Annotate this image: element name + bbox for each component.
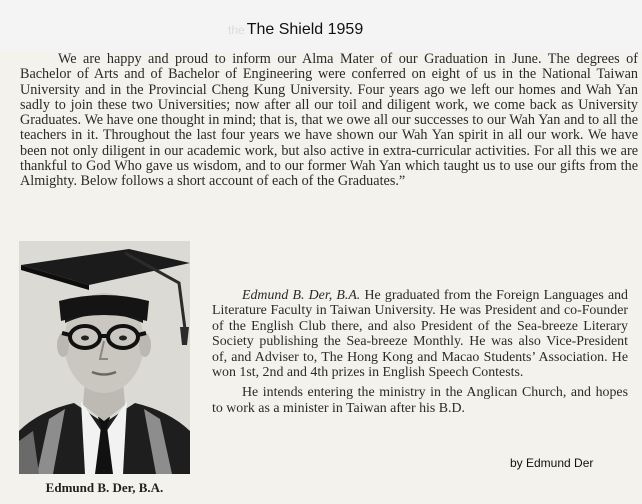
bio-text: He graduated from the Foreign Languages and Literature Faculty in Taiwan University. He was President and co-Founder of the English Club there, and also President of the Sea-breeze Literary Society publishing the Sea-breeze Monthly. He was also Vice-President of, and Adviser to, The Hong Kong and Macao Students’ Association. He won 1st, 2nd and 4th prizes in English Speech Contests. [212,288,628,381]
portrait-illustration [19,241,190,474]
bio-paragraph [212,288,628,380]
byline: by Edmund Der [510,456,594,470]
title-prefix: the [228,23,245,37]
graduate-photo [19,241,190,474]
title-text: The Shield 1959 [246,21,364,38]
plans-paragraph: He intends entering the ministry in the Anglican Church, and hopes to work as a minister in Taiwan after his B.D. [212,385,628,416]
graduate-name: Edmund B. Der, B.A. [242,288,361,303]
graduate-bio [212,288,628,416]
banner [0,0,642,52]
page-title [228,21,363,39]
photo-caption: Edmund B. Der, B.A. [45,480,164,495]
intro-paragraph: We are happy and proud to inform our Alma Mater of our Graduation in June. The degrees of Bachelor of Arts and of Bachelor of Engineering were conferred on eight of us in the National Taiwan University and in the Provincial Cheng Kung University. Four years ago we left our homes and Wah Yan sadly to join these two Universities; now after all our toil and diligent work, we come back as University Graduates. We have one thought in mind; that is, that we owe all our successes to our Wah Yan and to all the teachers in it. Throughout the last four years we have shown our Wah Yan spirit in all our work. We have been not only diligent in our academic work, but also active in extra-curricular activities. For all this we are thankful to God Who gave us wisdom, and to our former Wah Yan which taught us to use our gifts from the Almighty. Below follows a short account of each of the Graduates.” [20,51,638,190]
